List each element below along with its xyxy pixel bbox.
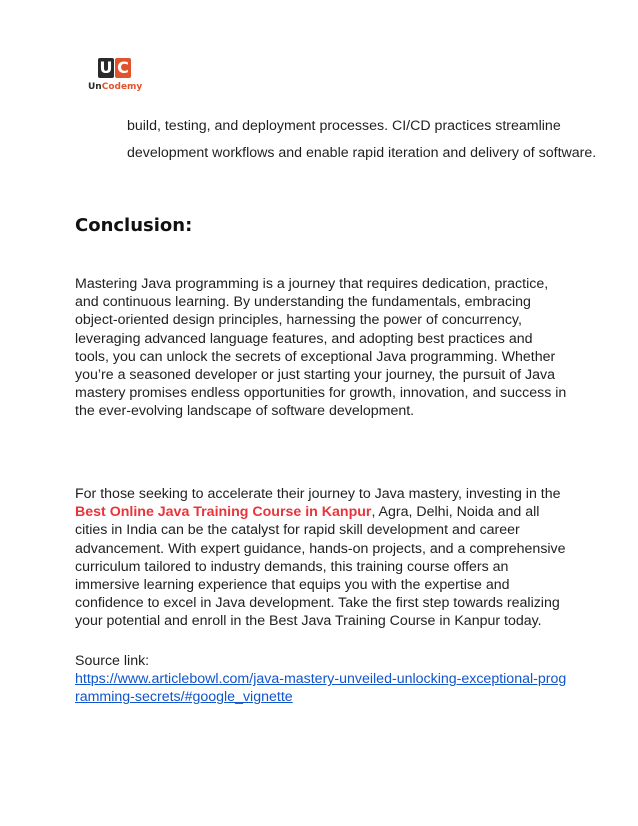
- java-course-link[interactable]: Best Online Java Training Course in Kanpur: [75, 504, 372, 521]
- logo-letter-u: U: [99, 58, 113, 77]
- logo-word-codemy: Codemy: [101, 82, 143, 92]
- list-item-continuation: [127, 113, 597, 167]
- paragraph-2-intro-text: For those seeking to accelerate their journey to Java mastery, investing in the: [75, 486, 561, 502]
- paragraph-2-body-text: , Agra, Delhi, Noida and all cities in India can be the catalyst for rapid skill development and career advancement. With expert guidance, hands-on projects, and a comprehensive curriculum tailored to industry demands, this training course offers an immersive learning experience that equips you with the expertise and confidence to excel in Java development. Take the first step towards realizing your potential and enroll in the Best Java Training Course in Kanpur today.: [75, 504, 566, 630]
- list-continuation-line-2: development workflows and enable rapid iteration and delivery of software.: [127, 145, 597, 161]
- conclusion-paragraph-2: [75, 485, 567, 631]
- conclusion-paragraph-1: Mastering Java programming is a journey that requires dedication, practice, and continuous learning. By understanding the fundamentals, embracing object-oriented design principles, harnessing the power of concurrency, leveraging advanced language features, and adopting best practices and tools, you can unlock the secrets of exceptional Java programming. Whether you’re a seasoned developer or just starting your journey, the pursuit of Java mastery promises endless opportunities for growth, innovation, and success in the ever-evolving landscape of software development.: [75, 276, 567, 420]
- logo-mark: [98, 58, 132, 80]
- source-url-link[interactable]: https://www.articlebowl.com/java-mastery-unveiled-unlocking-exceptional-programming-secrets/#google_vignette: [75, 671, 567, 706]
- conclusion-heading: Conclusion:: [75, 215, 193, 236]
- source-label: Source link:: [75, 653, 150, 669]
- logo-wordmark: [88, 82, 142, 92]
- list-continuation-line-1: build, testing, and deployment processes. CI/CD practices streamline: [127, 118, 561, 134]
- source-block: [75, 652, 567, 707]
- logo-word-un: Un: [88, 82, 102, 92]
- uncodemy-logo: [88, 58, 148, 94]
- logo-letter-c: C: [115, 58, 131, 78]
